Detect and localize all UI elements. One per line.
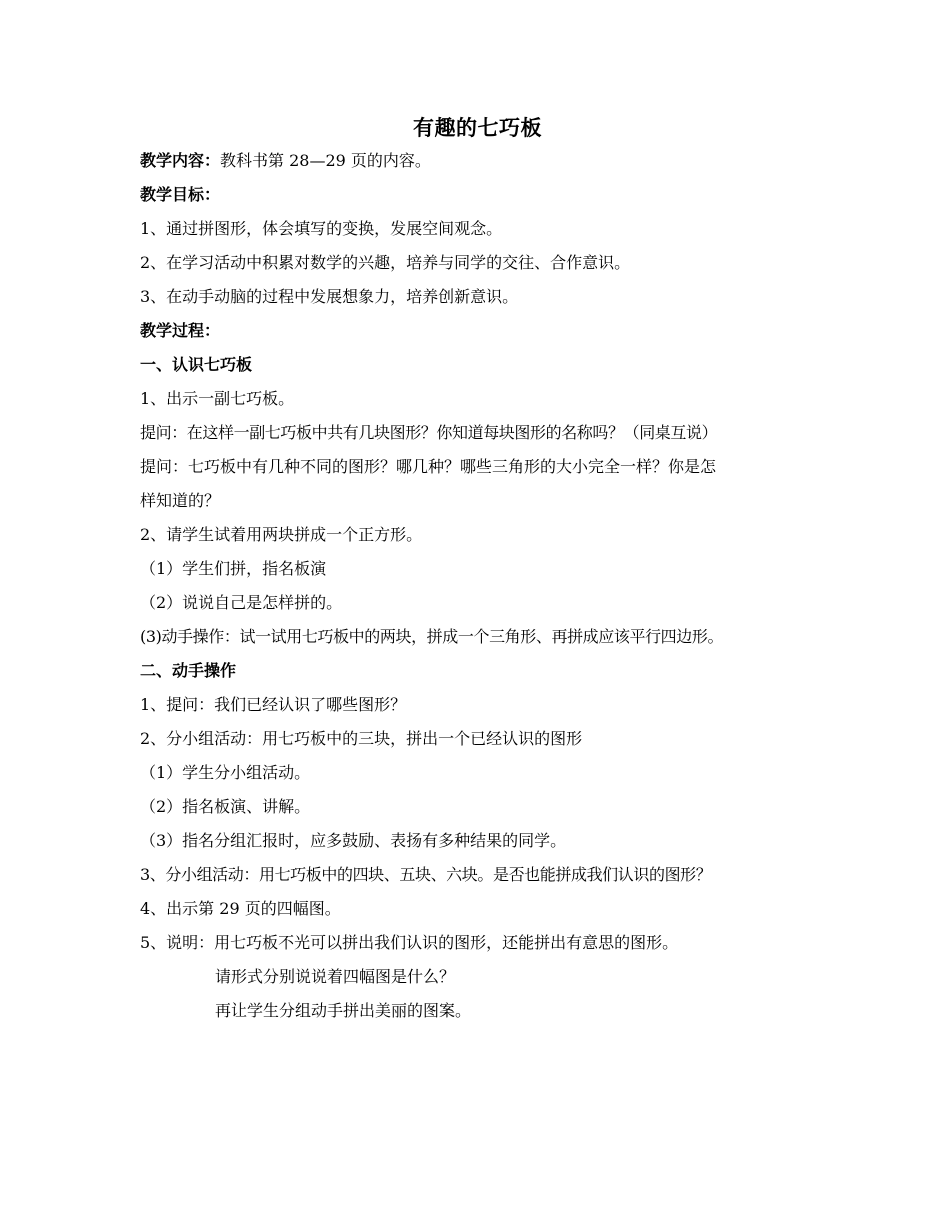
teaching-content-line	[140, 144, 815, 178]
goal-item-2: 2、在学习活动中积累对数学的兴趣，培养与同学的交往、合作意识。	[140, 253, 631, 272]
document-page	[140, 112, 815, 1028]
section-1-line-7: （2）说说自己是怎样拼的。	[140, 593, 343, 612]
section-1-line-4: 样知道的？	[140, 491, 221, 510]
teaching-goals-heading: 教学目标：	[140, 185, 221, 204]
section-2-indented-2: 再让学生分组动手拼出美丽的图案。	[215, 1001, 472, 1020]
section-2-line-7: 4、出示第 29 页的四幅图。	[140, 899, 341, 918]
goal-item-1: 1、通过拼图形，体会填写的变换，发展空间观念。	[140, 219, 503, 238]
section-1-line-1: 1、出示一副七巧板。	[140, 389, 295, 408]
teaching-content-text: 教科书第 28—29 页的内容。	[220, 151, 431, 170]
section-2-line-8: 5、说明：用七巧板不光可以拼出我们认识的图形，还能拼出有意思的图形。	[140, 933, 679, 952]
section-2-line-1: 1、提问：我们已经认识了哪些图形？	[140, 695, 407, 714]
section-2-line-3: （1）学生分小组活动。	[140, 763, 311, 782]
section-2-line-2: 2、分小组活动：用七巧板中的三块，拼出一个已经认识的图形	[140, 729, 583, 748]
section-2-indented-1: 请形式分别说说着四幅图是什么？	[215, 967, 456, 986]
teaching-content-label: 教学内容：	[140, 151, 221, 170]
section-2-line-6: 3、分小组活动：用七巧板中的四块、五块、六块。是否也能拼成我们认识的图形？	[140, 865, 712, 884]
section-2-heading: 二、动手操作	[140, 661, 237, 680]
section-2-line-4: （2）指名板演、讲解。	[140, 797, 311, 816]
goal-item-3: 3、在动手动脑的过程中发展想象力，培养创新意识。	[140, 287, 519, 306]
section-1-line-3: 提问：七巧板中有几种不同的图形？哪几种？哪些三角形的大小完全一样？你是怎	[140, 457, 717, 476]
teaching-process-heading: 教学过程：	[140, 321, 221, 340]
section-2-line-5: （3）指名分组汇报时，应多鼓励、表扬有多种结果的同学。	[140, 831, 567, 850]
section-1-heading: 一、认识七巧板	[140, 355, 253, 374]
section-1-line-8: (3)动手操作：试一试用七巧板中的两块，拼成一个三角形、再拼成应该平行四边形。	[140, 627, 724, 646]
document-title: 有趣的七巧板	[413, 116, 542, 140]
section-1-line-2: 提问：在这样一副七巧板中共有几块图形？你知道每块图形的名称吗？（同桌互说）	[140, 423, 718, 442]
section-1-line-6: （1）学生们拼，指名板演	[140, 559, 327, 578]
section-1-line-5: 2、请学生试着用两块拼成一个正方形。	[140, 525, 423, 544]
